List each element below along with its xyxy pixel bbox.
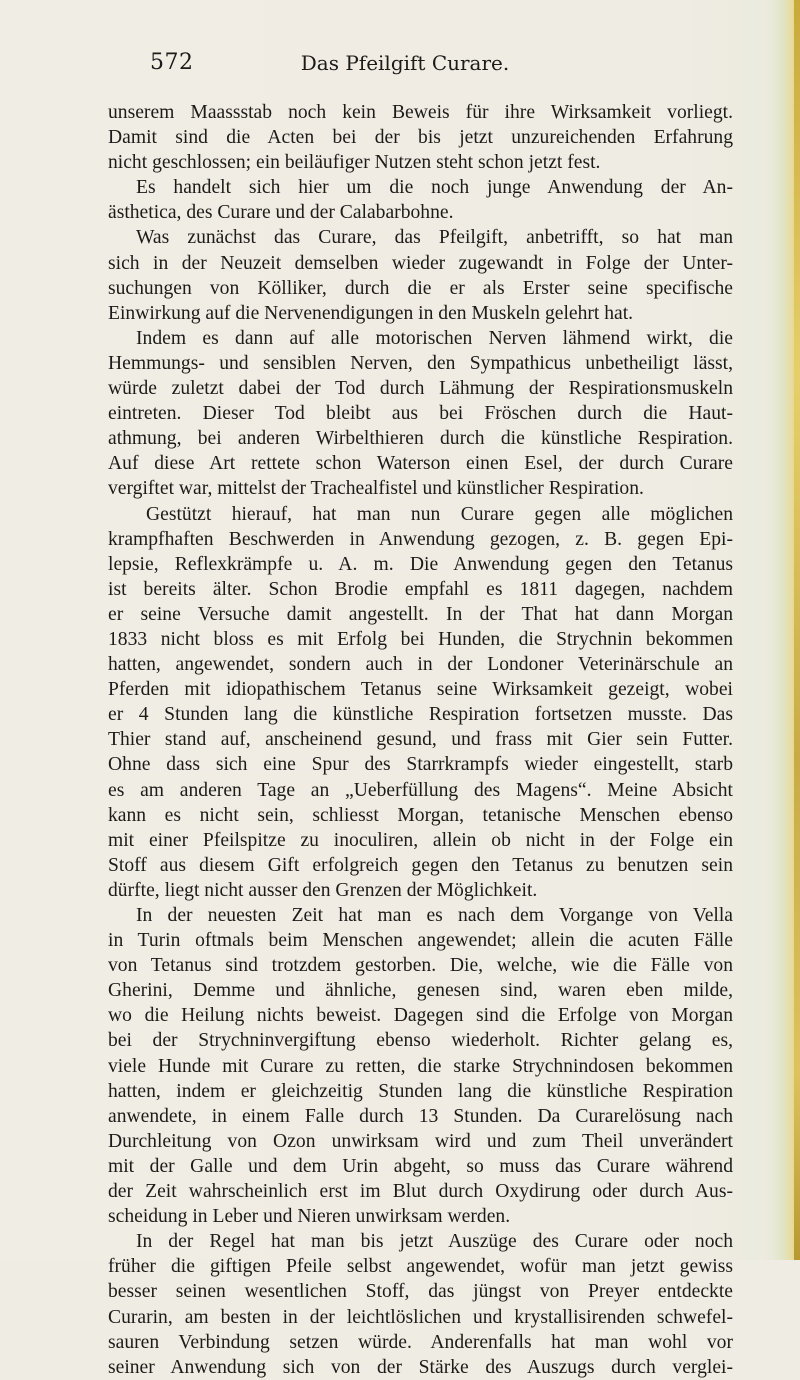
- text-line: früher die giftigen Pfeile selbst angewendet, wofür man jetzt gewiss: [108, 1256, 733, 1278]
- text-line: er 4 Stunden lang die künstliche Respiration fortsetzen musste. Das: [108, 704, 733, 726]
- text-line: vergiftet war, mittelst der Trachealfistel und künstlicher Respiration.: [108, 478, 644, 500]
- text-line: von Tetanus sind trotzdem gestorben. Die, welche, wie die Fälle von: [108, 955, 733, 977]
- text-line: Auf diese Art rettete schon Waterson einen Esel, der durch Curare: [108, 453, 733, 475]
- text-line: nicht geschlossen; ein beiläufiger Nutzen steht schon jetzt fest.: [108, 152, 601, 174]
- text-line: krampfhaften Beschwerden in Anwendung gezogen, z. B. gegen Epi-: [108, 528, 733, 550]
- text-line: unserem Maassstab noch kein Beweis für ihre Wirksamkeit vorliegt.: [108, 102, 733, 123]
- text-line: besser seinen wesentlichen Stoff, das jüngst von Preyer entdeckte: [108, 1281, 733, 1303]
- text-line: Ohne dass sich eine Spur des Starrkrampfs wieder eingestellt, starb: [108, 754, 733, 776]
- page-header: [0, 50, 800, 78]
- text-line: viele Hunde mit Curare zu retten, die starke Strychnindosen bekommen: [108, 1055, 733, 1077]
- text-line: Pferden mit idiopathischem Tetanus seine Wirksamkeit gezeigt, wobei: [108, 679, 733, 701]
- text-line: ästhetica, des Curare und der Calabarbohne.: [108, 202, 454, 224]
- text-line: Hemmungs- und sensiblen Nerven, den Sympathicus unbetheiligt lässt,: [108, 352, 733, 374]
- text-line: suchungen von Kölliker, durch die er als Erster seine specifische: [108, 277, 733, 299]
- text-line: Was zunächst das Curare, das Pfeilgift, anbetrifft, so hat man: [136, 227, 733, 249]
- text-line: er seine Versuche damit angestellt. In der That hat dann Morgan: [108, 603, 733, 625]
- text-line: Es handelt sich hier um die noch junge Anwendung der An-: [136, 177, 733, 199]
- text-line: In der neuesten Zeit hat man es nach dem Vorgange von Vella: [136, 905, 733, 926]
- text-line: Einwirkung auf die Nervenendigungen in den Muskeln gelehrt hat.: [108, 302, 634, 324]
- text-line: Stoff aus diesem Gift erfolgreich gegen den Tetanus zu benutzen sein: [108, 854, 733, 876]
- text-line: seiner Anwendung sich von der Stärke des Auszugs durch verglei-: [108, 1356, 733, 1378]
- text-line: ist bereits älter. Schon Brodie empfahl es 1811 dagegen, nachdem: [108, 578, 733, 600]
- body-text: [108, 100, 733, 1380]
- text-line: mit einer Pfeilspitze zu inoculiren, allein ob nicht in der Folge ein: [108, 829, 733, 851]
- text-line: bei der Strychninvergiftung ebenso wiederholt. Richter gelang es,: [108, 1030, 733, 1052]
- text-line: dürfte, liegt nicht ausser den Grenzen der Möglichkeit.: [108, 879, 538, 901]
- text-line: Gestützt hierauf, hat man nun Curare gegen alle möglichen: [146, 503, 733, 525]
- text-line: Curarin, am besten in der leichtlöslichen und krystallisirenden schwefel-: [108, 1306, 733, 1328]
- text-line: scheidung in Leber und Nieren unwirksam werden.: [108, 1206, 511, 1228]
- text-line: anwendete, in einem Falle durch 13 Stunden. Da Curarelösung nach: [108, 1105, 733, 1127]
- text-line: es am anderen Tage an „Ueberfüllung des Magens“. Meine Absicht: [108, 779, 733, 801]
- text-line: Indem es dann auf alle motorischen Nerven lähmend wirkt, die: [136, 327, 733, 349]
- page-number: 572: [150, 50, 194, 75]
- text-line: lepsie, Reflexkrämpfe u. A. m. Die Anwendung gegen den Tetanus: [108, 553, 733, 575]
- text-line: 1833 nicht bloss es mit Erfolg bei Hunden, die Strychnin bekommen: [108, 628, 733, 650]
- text-line: Damit sind die Acten bei der bis jetzt unzureichenden Erfahrung: [108, 127, 733, 149]
- text-line: der Zeit wahrscheinlich erst im Blut durch Oxydirung oder durch Aus-: [108, 1181, 733, 1203]
- text-line: sich in der Neuzeit demselben wieder zugewandt in Folge der Unter-: [108, 252, 733, 274]
- text-line: hatten, indem er gleichzeitig Stunden lang die künstliche Respiration: [108, 1080, 733, 1102]
- text-line: kann es nicht sein, schliesst Morgan, tetanische Menschen ebenso: [108, 804, 733, 826]
- text-line: Gherini, Demme und ähnliche, genesen sind, waren eben milde,: [108, 980, 733, 1002]
- text-line: hatten, angewendet, sondern auch in der Londoner Veterinärschule an: [108, 654, 733, 676]
- text-line: Thier stand auf, anscheinend gesund, und frass mit Gier sein Futter.: [108, 729, 733, 751]
- text-line: wo die Heilung nichts beweist. Dagegen sind die Erfolge von Morgan: [108, 1005, 733, 1027]
- text-line: In der Regel hat man bis jetzt Auszüge des Curare oder noch: [136, 1231, 733, 1253]
- text-line: athmung, bei anderen Wirbelthieren durch die künstliche Respiration.: [108, 428, 733, 450]
- running-head: Das Pfeilgift Curare.: [300, 51, 510, 75]
- text-line: in Turin oftmals beim Menschen angewendet; allein die acuten Fälle: [108, 930, 733, 952]
- text-line: Durchleitung von Ozon unwirksam wird und zum Theil unverändert: [108, 1130, 733, 1152]
- text-line: würde zuletzt dabei der Tod durch Lähmung der Respirationsmuskeln: [108, 378, 733, 400]
- text-line: mit der Galle und dem Urin abgeht, so muss das Curare während: [108, 1155, 733, 1177]
- text-line: sauren Verbindung setzen würde. Anderenfalls hat man wohl vor: [108, 1331, 733, 1353]
- text-line: eintreten. Dieser Tod bleibt aus bei Fröschen durch die Haut-: [108, 403, 733, 425]
- page-edge-gilt: [794, 0, 800, 1260]
